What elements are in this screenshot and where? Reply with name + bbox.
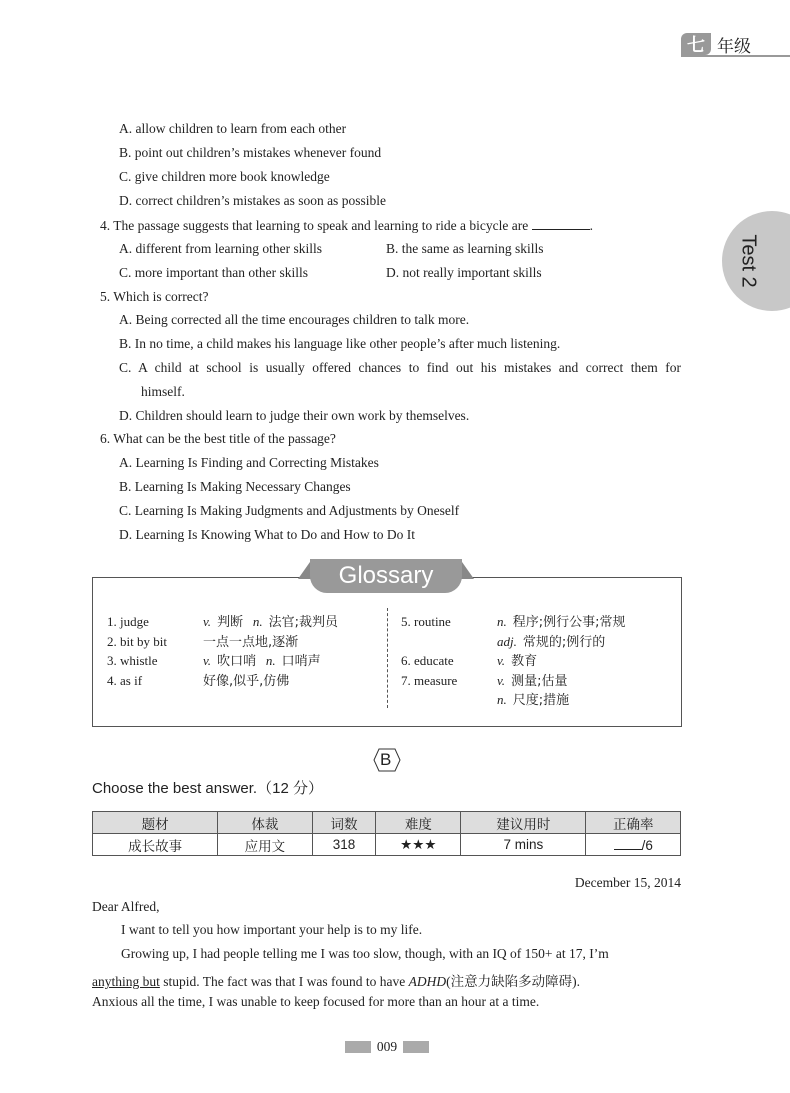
option: C. Learning Is Making Judgments and Adjustments by Oneself — [119, 503, 460, 518]
header-cell: 正确率 — [586, 812, 681, 834]
option: D. not really important skills — [386, 265, 542, 280]
side-tab-label: Test 2 — [737, 234, 760, 288]
glossary-divider — [387, 608, 388, 708]
option: C. A child at school is usually offered chances to find out his mistakes and correct them for — [119, 360, 681, 375]
pos: adj. — [497, 633, 517, 649]
option: A. Being corrected all the time encourages children to talk more. — [119, 312, 470, 327]
definition: 尺度;措施 — [512, 693, 570, 708]
pos: v. — [497, 672, 506, 688]
footer-bar-right — [403, 1041, 429, 1053]
definition: 一点一点地,逐渐 — [203, 634, 299, 650]
text: stupid. The fact was that I was found to have — [159, 974, 409, 989]
option: D. Learning Is Knowing What to Do and How to Do It — [119, 527, 415, 542]
glossary-entry — [401, 650, 626, 670]
definition: 判断 — [217, 615, 244, 630]
question-stem: 6. What can be the best title of the passage? — [100, 431, 336, 446]
definition: 程序;例行公事;常规 — [512, 615, 626, 630]
side-tab — [722, 211, 790, 311]
header-cell: 难度 — [376, 812, 461, 834]
table-header-row — [93, 812, 681, 834]
option: C. give children more book knowledge — [119, 169, 330, 184]
glossary-box — [92, 577, 682, 727]
glossary-entry — [401, 611, 626, 631]
info-table — [92, 811, 681, 856]
pos: v. — [497, 653, 506, 668]
glossary-entry — [401, 631, 626, 651]
cell: 应用文 — [218, 834, 312, 856]
underlined-phrase: anything but — [92, 974, 160, 989]
pos: n. — [252, 614, 263, 629]
accuracy-total: /6 — [641, 837, 653, 853]
paragraph-line: Anxious all the time, I was unable to keep focused for more than an hour at a time. — [92, 994, 540, 1009]
glossary-right — [401, 611, 626, 709]
pos: v. — [203, 653, 212, 668]
option: D. Children should learn to judge their own work by themselves. — [119, 408, 470, 423]
glossary-entry — [401, 670, 626, 690]
header-cell: 建议用时 — [461, 812, 586, 834]
header-cell: 词数 — [312, 812, 376, 834]
option: C. more important than other skills — [119, 265, 308, 280]
table-row — [93, 834, 681, 856]
letter-date: December 15, 2014 — [574, 875, 681, 890]
paragraph-line — [92, 970, 580, 990]
definition: 教育 — [511, 654, 538, 669]
text: (注意力缺陷多动障碍). — [446, 974, 580, 989]
pos: n. — [497, 692, 507, 707]
letter-greeting: Dear Alfred, — [92, 899, 160, 914]
cell: 成长故事 — [93, 834, 218, 856]
definition: 好像,似乎,仿佛 — [203, 673, 290, 689]
definition: 口哨声 — [281, 654, 321, 669]
cell: 7 mins — [461, 834, 586, 856]
definition: 法官;裁判员 — [268, 615, 338, 630]
paragraph-line: I want to tell you how important your help is to my life. — [121, 922, 423, 937]
answer-blank — [532, 217, 590, 230]
pos: n. — [497, 614, 507, 629]
word: 7. measure — [401, 672, 458, 688]
question-4 — [100, 217, 593, 234]
page-number: 009 — [376, 1039, 398, 1054]
glossary-title-banner — [298, 559, 474, 593]
option: B. the same as learning skills — [386, 241, 544, 256]
grade-badge: 七 — [681, 33, 711, 55]
word: 4. as if — [107, 672, 143, 688]
answer-blank — [614, 837, 642, 850]
word: 5. routine — [401, 614, 451, 629]
definition: 常规的;例行的 — [522, 634, 606, 650]
glossary-entry — [107, 611, 338, 631]
footer-bar-left — [345, 1041, 371, 1053]
grade-header — [681, 33, 790, 57]
page-footer — [345, 1038, 429, 1056]
option: B. Learning Is Making Necessary Changes — [119, 479, 351, 494]
option: B. In no time, a child makes his language like other people’s after much listening. — [119, 336, 561, 351]
definition: 吹口哨 — [217, 654, 257, 669]
grade-label: 年级 — [717, 36, 751, 57]
definition: 测量;估量 — [511, 673, 568, 689]
header-cell: 体裁 — [218, 812, 312, 834]
italic-term: ADHD — [408, 974, 447, 989]
glossary-entry — [107, 631, 338, 651]
paragraph-line: Growing up, I had people telling me I was too slow, though, with an IQ of 150+ at 17, I’m — [121, 946, 609, 961]
question-stem: 5. Which is correct? — [100, 289, 209, 304]
question-stem: 4. The passage suggests that learning to speak and learning to ride a bicycle are — [100, 218, 529, 233]
glossary-entry — [401, 689, 626, 709]
cell: ★★★ — [376, 834, 461, 856]
word: 2. bit by bit — [107, 633, 167, 649]
accuracy-cell — [586, 834, 681, 856]
word: 3. whistle — [107, 653, 158, 668]
glossary-entry — [107, 670, 338, 690]
glossary-title: Glossary — [310, 559, 462, 593]
section-label: B — [380, 750, 392, 769]
option-continuation: himself. — [141, 384, 185, 399]
period: . — [589, 218, 593, 233]
cell: 318 — [312, 834, 376, 856]
word: 1. judge — [107, 614, 149, 629]
option: D. correct children’s mistakes as soon as possible — [119, 193, 386, 208]
glossary-left — [107, 611, 338, 689]
header-cell: 题材 — [93, 812, 218, 834]
word: 6. educate — [401, 653, 454, 668]
option: A. allow children to learn from each other — [119, 121, 347, 136]
option: A. different from learning other skills — [119, 241, 322, 256]
pos: n. — [265, 653, 276, 668]
glossary-entry — [107, 650, 338, 670]
pos: v. — [203, 614, 212, 629]
option: A. Learning Is Finding and Correcting Mistakes — [119, 455, 379, 470]
option: B. point out children’s mistakes whenever found — [119, 145, 382, 160]
section-instruction: Choose the best answer.（12 分） — [92, 780, 323, 797]
